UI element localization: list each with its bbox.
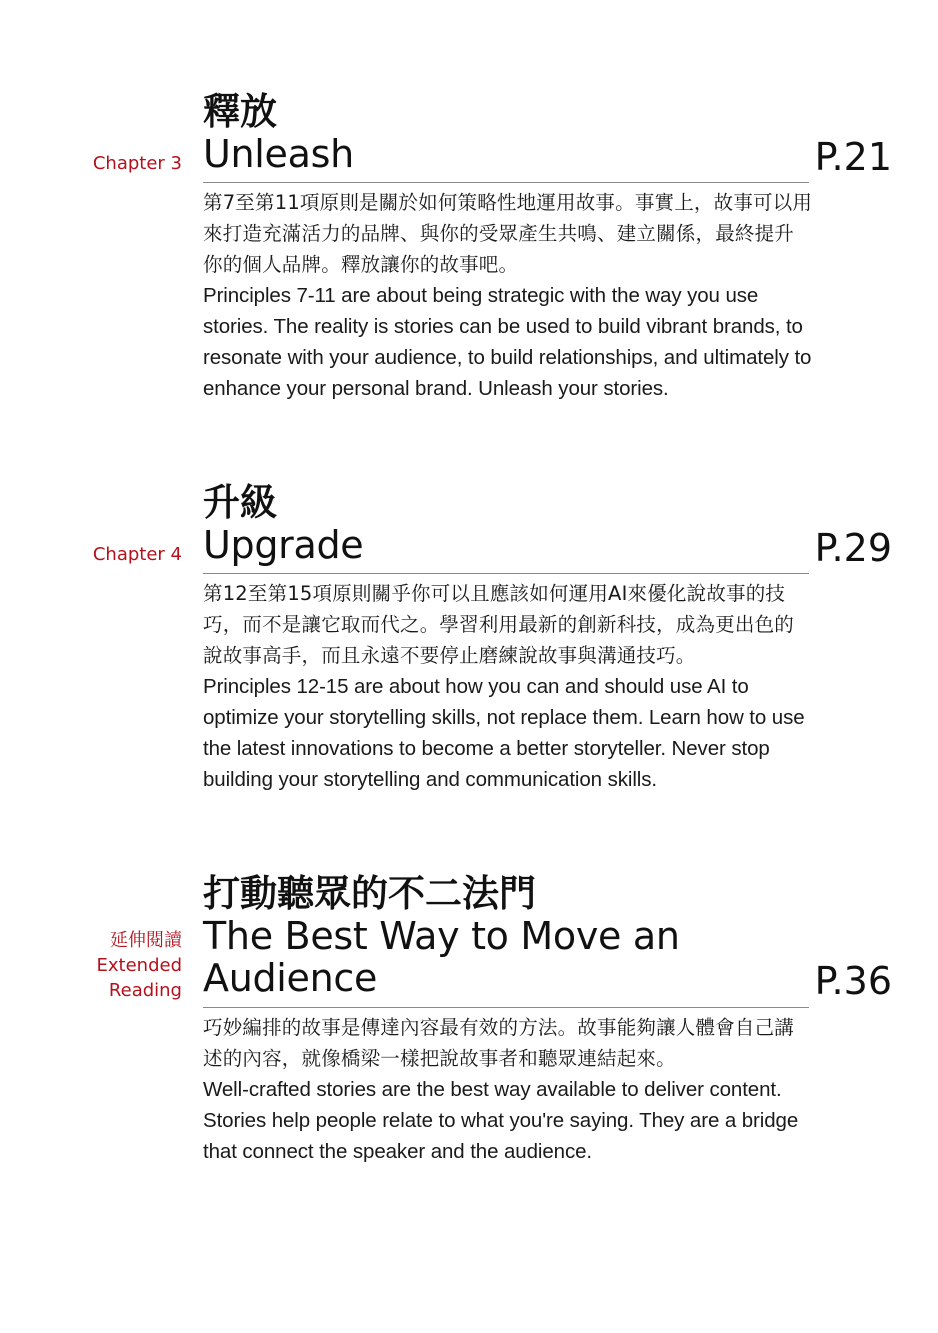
chapter-title-en: The Best Way to Move an Audience: [203, 914, 680, 1000]
chapter-title-zh: 打動聽眾的不二法門: [203, 872, 536, 915]
chapter-label: [93, 542, 182, 567]
chapter-title: [203, 482, 809, 566]
divider: [203, 1007, 809, 1008]
chapter-label-line: Extended: [96, 955, 182, 976]
description-en: Well-crafted stories are the best way available to deliver content. Stories help people relate to what you're saying. They are a bridge that connect the speaker and the audience.: [203, 1078, 799, 1163]
chapter-description: [203, 578, 813, 795]
chapter-label-line: Chapter 4: [92, 544, 182, 565]
chapter-title-zh: 升級: [203, 481, 277, 524]
chapter-label: [97, 928, 183, 1003]
chapter-title: [203, 873, 809, 999]
description-en: Principles 12-15 are about how you can and should use AI to optimize your storytelling skills, not replace them. Learn how to use the latest innovations to become a better storyteller. Never stop building your storytelling and communication skills.: [203, 675, 805, 791]
description-zh: 第7至第11項原則是關於如何策略性地運用故事。事實上，故事可以用來打造充滿活力的品牌、與你的受眾產生共鳴、建立關係，最終提升你的個人品牌。釋放讓你的故事吧。: [203, 191, 813, 276]
chapter-description: [203, 1012, 813, 1167]
chapter-label: [93, 151, 182, 176]
description-zh: 第12至第15項原則關乎你可以且應該如何運用AI來優化說故事的技巧，而不是讓它取而代之。學習利用最新的創新科技，成為更出色的說故事高手，而且永遠不要停止磨練說故事與溝通技巧。: [203, 582, 795, 667]
description-en: Principles 7-11 are about being strategic with the way you use stories. The reality is stories can be used to build vibrant brands, to resonate with your audience, to build relationships, and ultimately to enhance your personal brand. Unleash your stories.: [203, 284, 812, 400]
chapter-title-en: Upgrade: [203, 523, 364, 567]
chapter-title: [203, 91, 809, 175]
chapter-label-line: Chapter 3: [92, 153, 182, 174]
chapter-title-en: Unleash: [203, 132, 354, 176]
chapter-title-zh: 釋放: [203, 90, 277, 133]
description-zh: 巧妙編排的故事是傳達內容最有效的方法。故事能夠讓人體會自己講述的內容，就像橋梁一樣把說故事者和聽眾連結起來。: [203, 1016, 795, 1070]
page-number: P.29: [814, 526, 892, 570]
divider: [203, 182, 809, 183]
chapter-label-line: 延伸閱讀: [110, 930, 182, 951]
chapter-description: [203, 187, 813, 404]
page-number: P.36: [814, 959, 892, 1003]
divider: [203, 573, 809, 574]
page-number: P.21: [814, 135, 892, 179]
chapter-label-line: Reading: [108, 980, 182, 1001]
